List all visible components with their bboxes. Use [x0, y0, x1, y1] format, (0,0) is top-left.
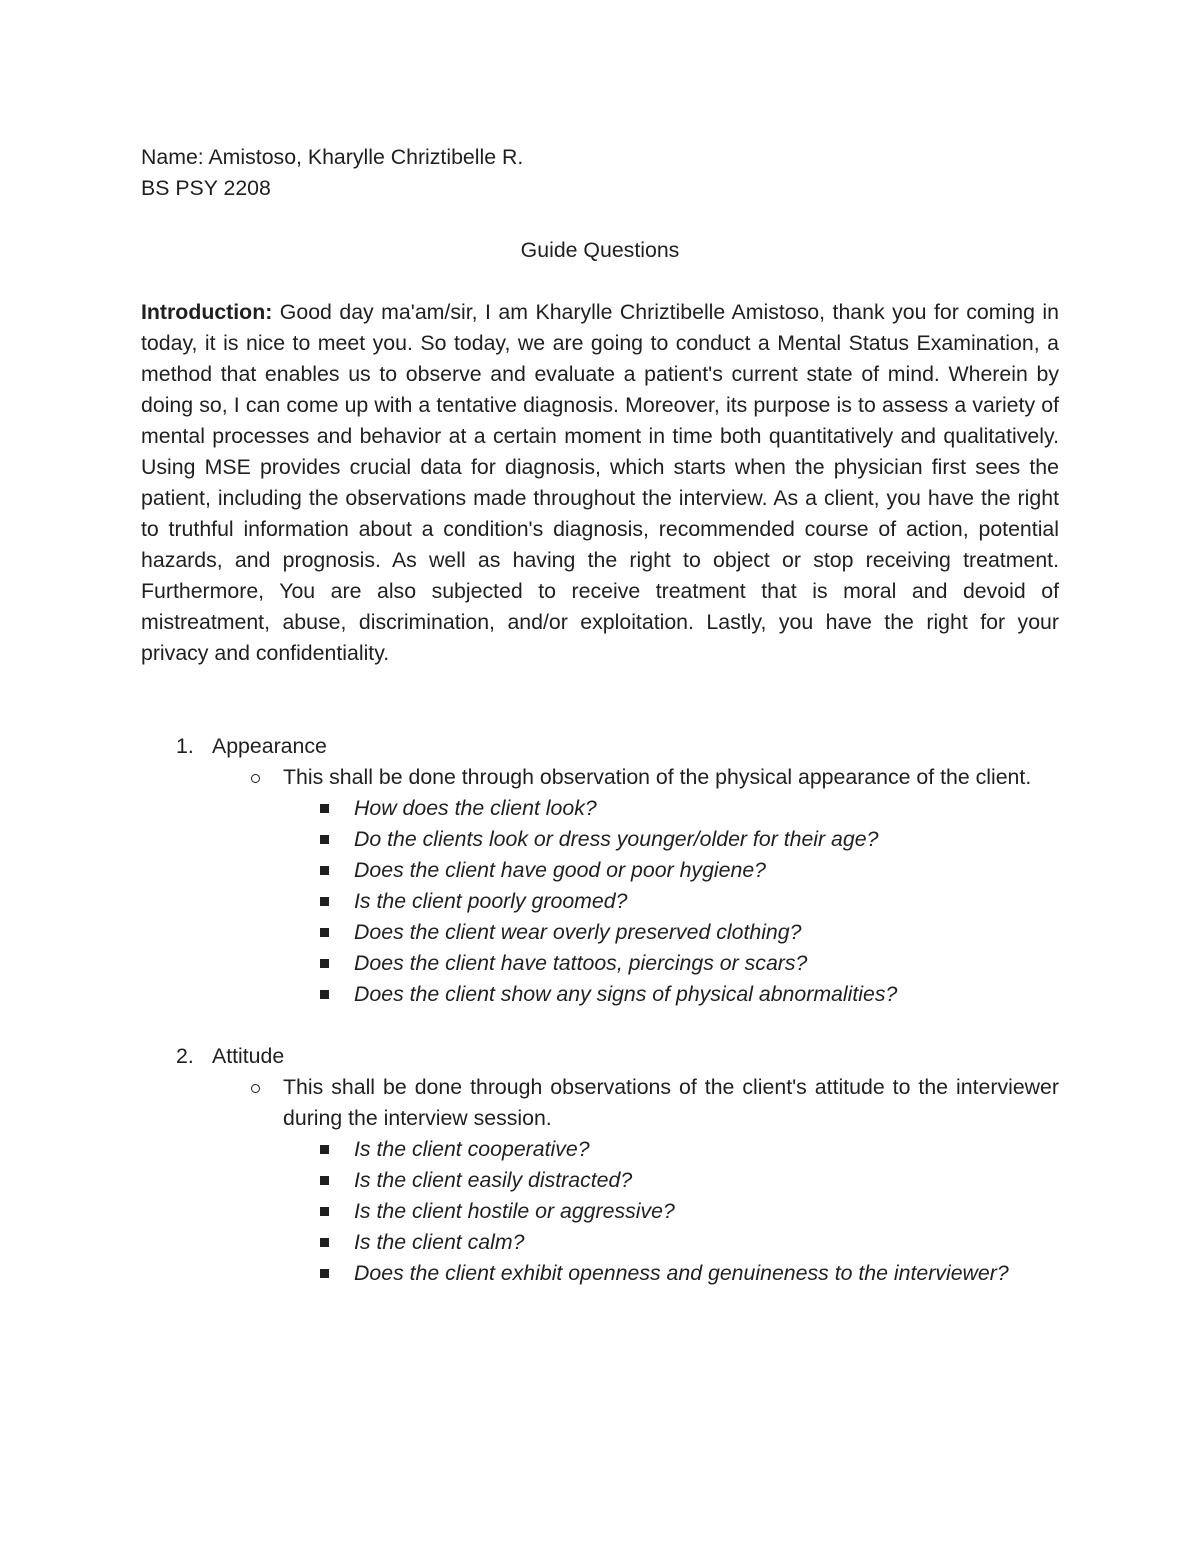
question-item: Does the client show any signs of physical abnormalities?: [212, 979, 1059, 1010]
introduction-text: Good day ma'am/sir, I am Kharylle Chriztibelle Amistoso, thank you for coming in today, it is nice to meet you. So today, we are going to conduct a Mental Status Examination, a method that enables us to observe and evaluate a patient's current state of mind. Wherein by doing so, I can come up with a tentative diagnosis. Moreover, its purpose is to assess a variety of mental processes and behavior at a certain moment in time both quantitatively and qualitatively. Using MSE provides crucial data for diagnosis, which starts when the physician first sees the patient, including the observations made throughout the interview. As a client, you have the right to truthful information about a condition's diagnosis, recommended course of action, potential hazards, and prognosis. As well as having the right to object or stop receiving treatment. Furthermore, You are also subjected to receive treatment that is moral and devoid of mistreatment, abuse, discrimination, and/or exploitation. Lastly, you have the right for your privacy and confidentiality.: [141, 300, 1059, 665]
question-item: Does the client have tattoos, piercings or scars?: [212, 948, 1059, 979]
square-bullet-icon: [320, 804, 329, 813]
question-item: Is the client calm?: [212, 1227, 1059, 1258]
square-bullet-icon: [320, 866, 329, 875]
square-bullet-icon: [320, 990, 329, 999]
square-bullet-icon: [320, 959, 329, 968]
section-details: [212, 762, 1059, 1010]
square-bullet-icon: [320, 1145, 329, 1154]
square-bullet-icon: [320, 897, 329, 906]
section-attitude: [141, 1041, 1059, 1289]
question-item: Is the client hostile or aggressive?: [212, 1196, 1059, 1227]
section-number: 1.: [176, 734, 194, 758]
student-class: BS PSY 2208: [141, 176, 271, 200]
question-item: Do the clients look or dress younger/older for their age?: [212, 824, 1059, 855]
question-list: [212, 793, 1059, 1010]
square-bullet-icon: [320, 835, 329, 844]
question-item: Is the client easily distracted?: [212, 1165, 1059, 1196]
square-bullet-icon: [320, 928, 329, 937]
question-list: [212, 1134, 1059, 1289]
section-title: Attitude: [212, 1044, 285, 1068]
section-list: [141, 731, 1059, 1289]
section-description: This shall be done through observation of the physical appearance of the client. How does the client look? Do the clients look or dress younger/older for their age? Does the client have good or poor hygiene? Is the client poorly groomed? Does the client wear overly preserved clothing? Does the client have tattoos, piercings or scars? Does the client show any signs of physical abnormalities?: [212, 762, 1059, 1010]
question-item: Is the client cooperative?: [212, 1134, 1059, 1165]
hollow-circle-bullet-icon: [251, 1084, 260, 1093]
question-item: How does the client look?: [212, 793, 1059, 824]
question-item: Is the client poorly groomed?: [212, 886, 1059, 917]
square-bullet-icon: [320, 1176, 329, 1185]
square-bullet-icon: [320, 1269, 329, 1278]
section-description: This shall be done through observations of the client's attitude to the interviewer during the interview session. Is the client cooperative? Is the client easily distracted? Is the client hostile or aggressive? Is the client calm? Does the client exhibit openness and genuineness to the interviewer?: [212, 1072, 1059, 1289]
spacer: [141, 1010, 1059, 1041]
section-details: [212, 1072, 1059, 1289]
section-number: 2.: [176, 1044, 194, 1068]
document-page: [141, 142, 1059, 1289]
document-title: Guide Questions: [520, 238, 680, 262]
introduction-paragraph: [141, 297, 1059, 669]
question-item: Does the client have good or poor hygiene?: [212, 855, 1059, 886]
square-bullet-icon: [320, 1238, 329, 1247]
introduction-label: Introduction:: [141, 300, 273, 324]
section-appearance: [141, 731, 1059, 1010]
question-item: Does the client wear overly preserved clothing?: [212, 917, 1059, 948]
student-name: Name: Amistoso, Kharylle Chriztibelle R.: [141, 145, 524, 169]
hollow-circle-bullet-icon: [251, 774, 260, 783]
square-bullet-icon: [320, 1207, 329, 1216]
question-item: Does the client exhibit openness and genuineness to the interviewer?: [212, 1258, 1059, 1289]
section-title: Appearance: [212, 734, 327, 758]
